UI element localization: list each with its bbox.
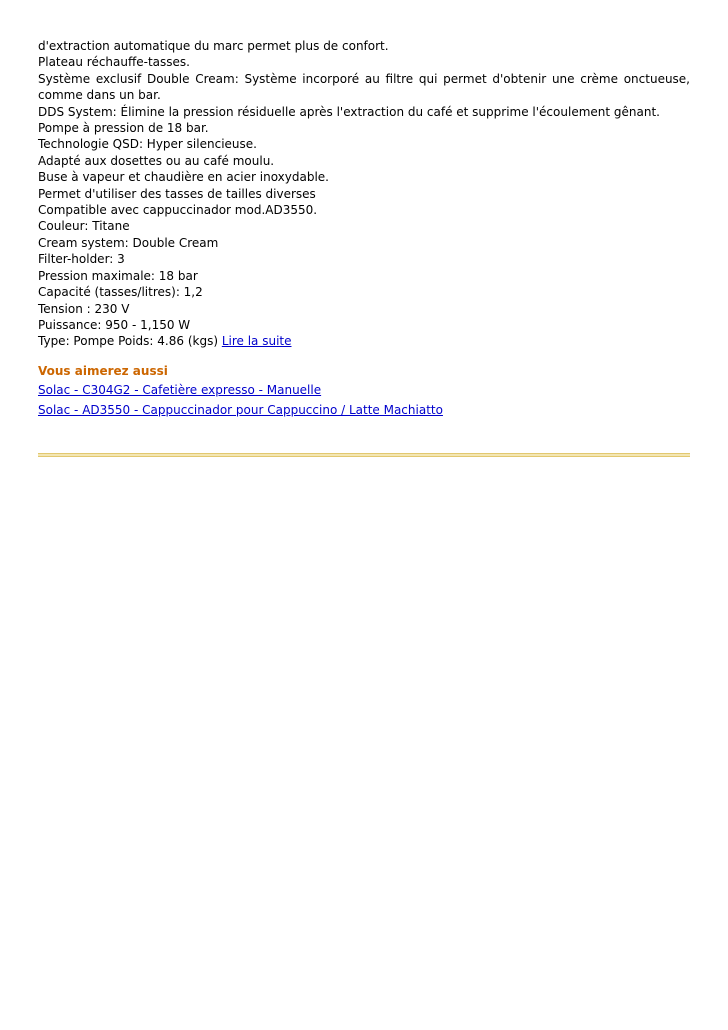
spec-color: Couleur: Titane: [38, 219, 130, 234]
description-line: Adapté aux dosettes ou au café moulu.: [38, 153, 275, 168]
description-line: Compatible avec cappuccinador mod.AD3550.: [38, 203, 318, 218]
spec-voltage: Tension : 230 V: [38, 301, 130, 316]
description-line: d'extraction automatique du marc permet plus de confort.: [38, 39, 389, 53]
spec-power: Puissance: 950 - 1,150 W: [38, 317, 191, 332]
section-divider: [38, 453, 690, 457]
spec-capacity: Capacité (tasses/litres): 1,2: [38, 285, 203, 300]
related-products-title: Vous aimerez aussi: [38, 363, 168, 378]
spec-type-weight-line: [38, 333, 690, 349]
related-product-link-c304g2[interactable]: Solac - C304G2 - Cafetière expresso - Manuelle: [38, 382, 322, 397]
description-line: Système exclusif Double Cream: Système incorporé au filtre qui permet d'obtenir une crème onctueuse,: [38, 71, 690, 86]
description-line: Pompe à pression de 18 bar.: [38, 121, 209, 136]
description-line: Plateau réchauffe-tasses.: [38, 55, 190, 70]
product-description: [38, 38, 690, 350]
spec-type-weight: Type: Pompe Poids: 4.86 (kgs): [38, 334, 218, 349]
description-line: Technologie QSD: Hyper silencieuse.: [38, 137, 257, 152]
document-page: [38, 38, 690, 420]
related-product-link-ad3550[interactable]: Solac - AD3550 - Cappuccinador pour Cappuccino / Latte Machiatto: [38, 402, 443, 417]
description-line: DDS System: Élimine la pression résiduelle après l'extraction du café et supprime l'écoulement gênant.: [38, 104, 660, 119]
spec-filter-holder: Filter-holder: 3: [38, 252, 125, 267]
spec-max-pressure: Pression maximale: 18 bar: [38, 268, 198, 283]
spec-cream-system: Cream system: Double Cream: [38, 235, 219, 250]
read-more-link[interactable]: Lire la suite: [221, 334, 292, 349]
description-line: comme dans un bar.: [38, 88, 161, 103]
description-line: Buse à vapeur et chaudière en acier inoxydable.: [38, 170, 329, 185]
description-line: Permet d'utiliser des tasses de tailles diverses: [38, 186, 316, 201]
related-products: [38, 363, 690, 420]
